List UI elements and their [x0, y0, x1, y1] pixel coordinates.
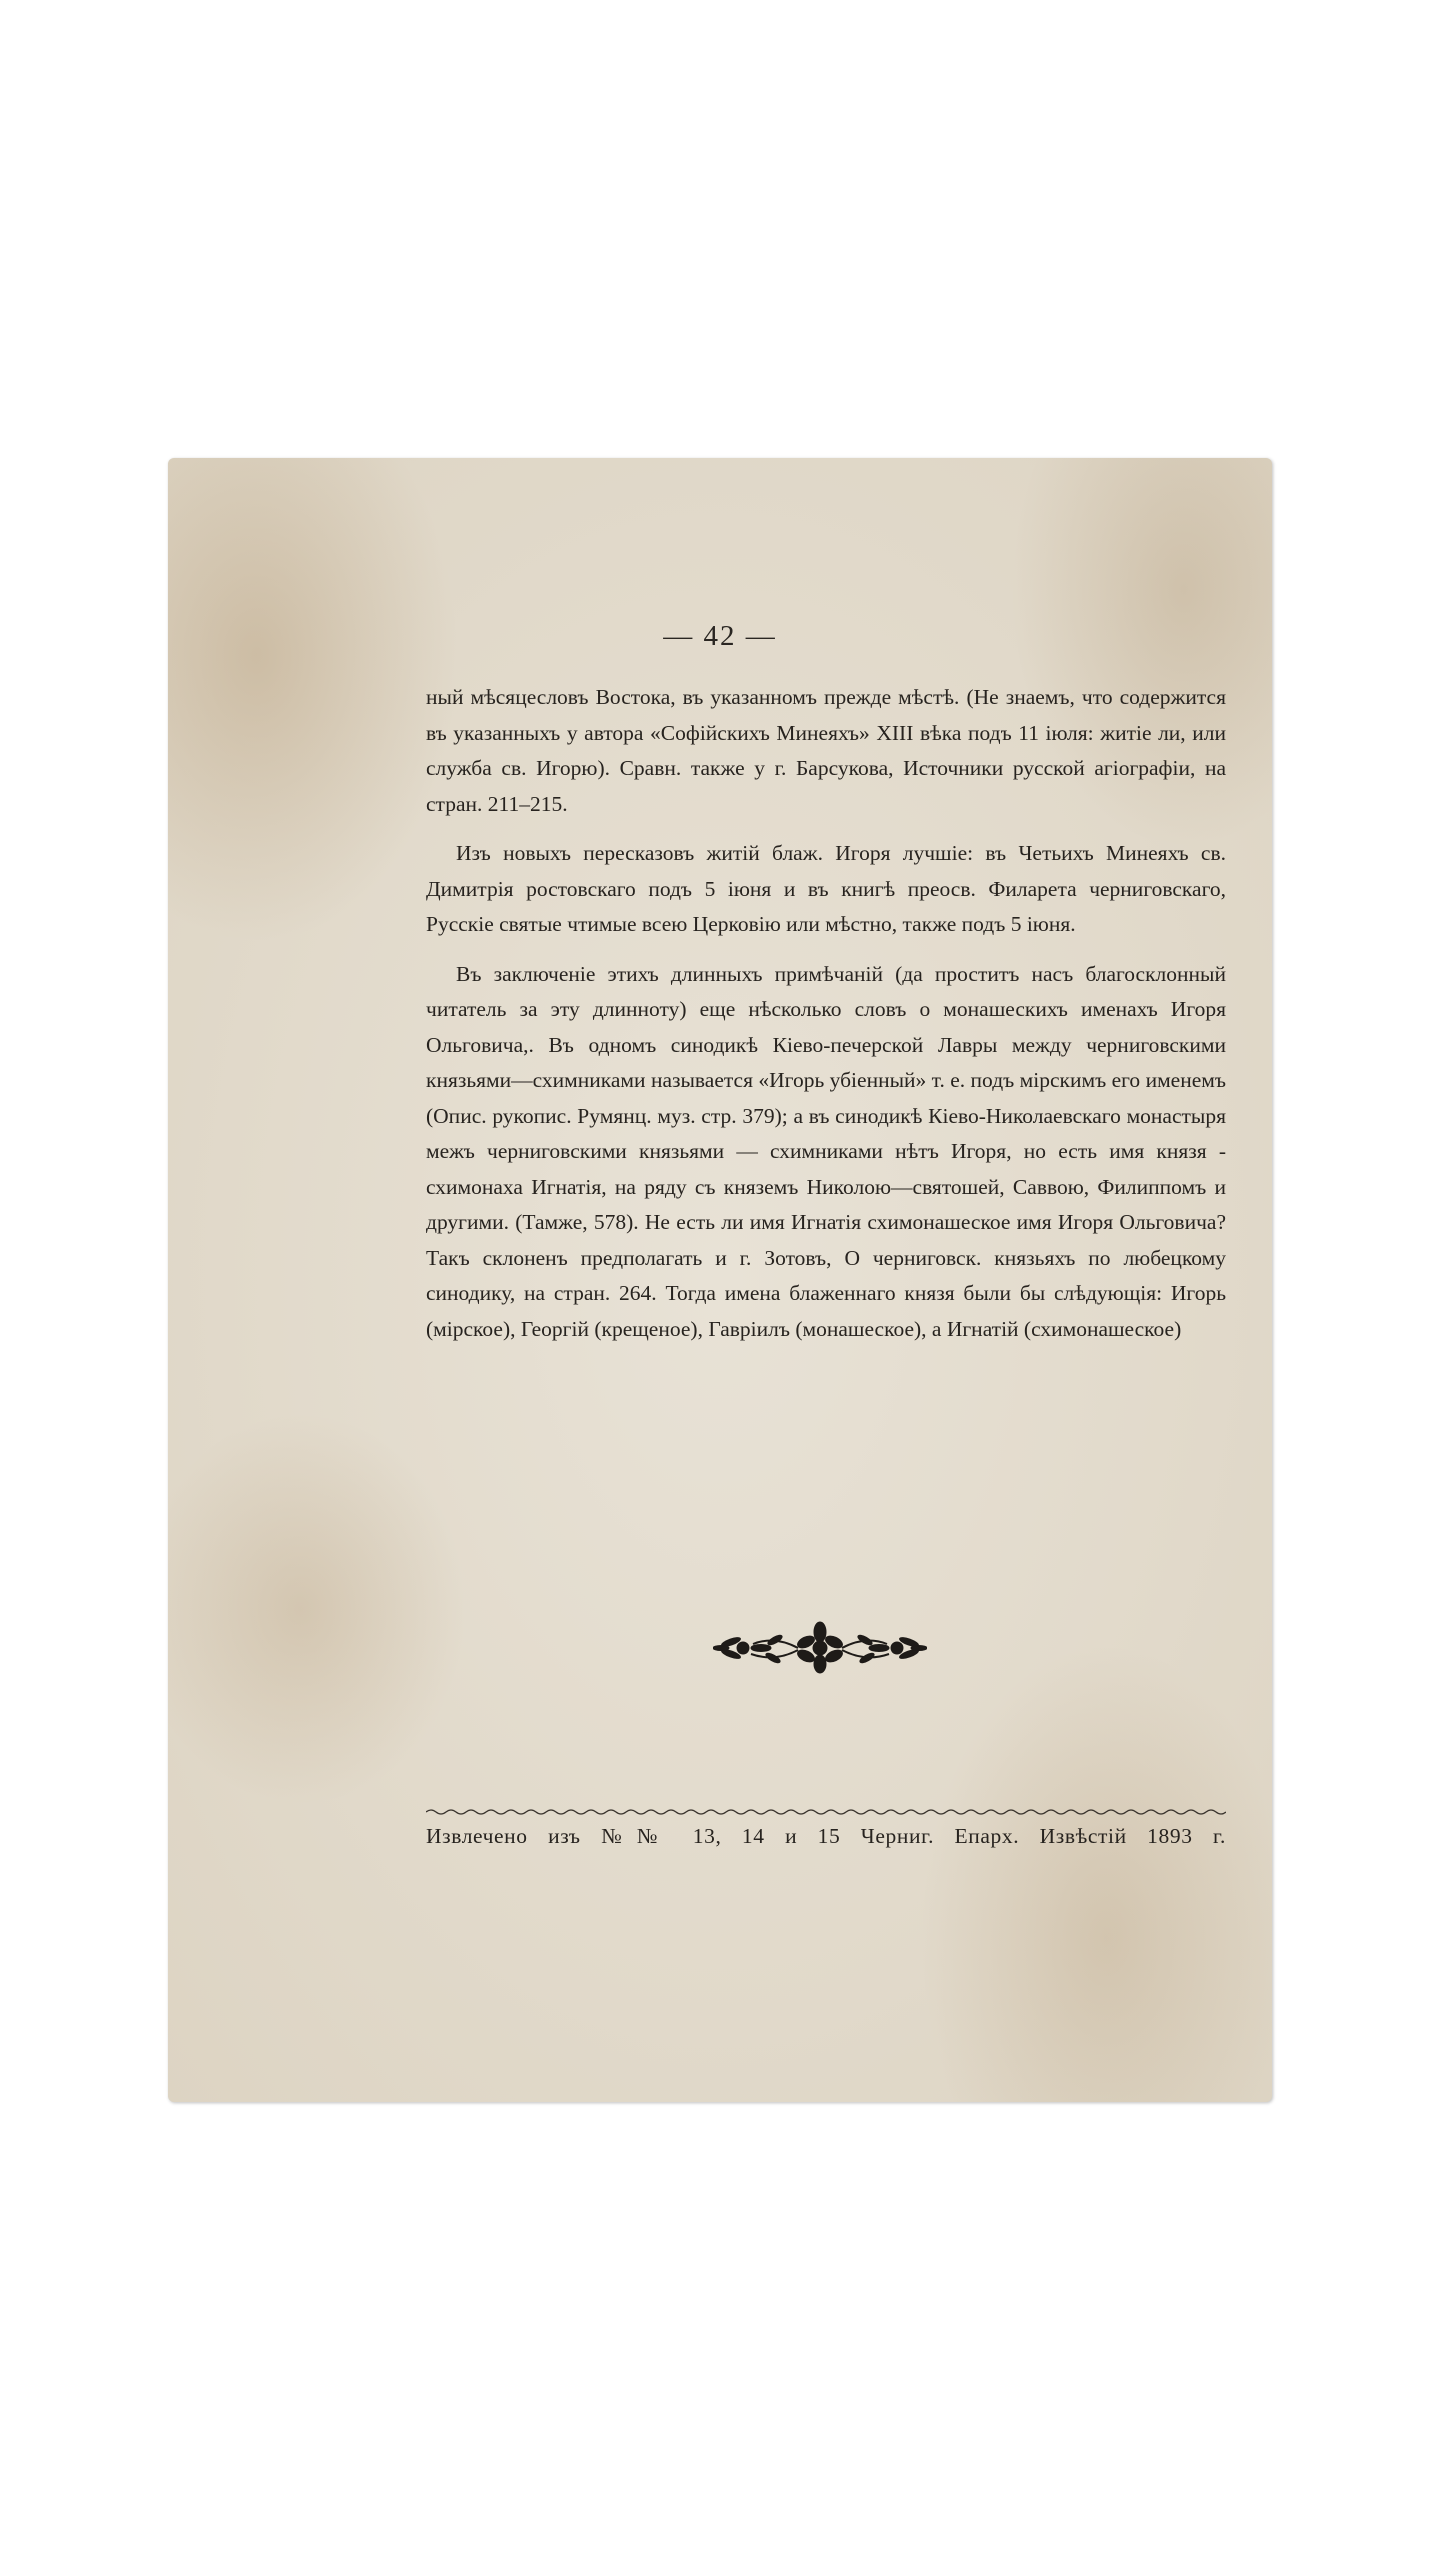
- source-footer: Извлечено изъ №№ 13, 14 и 15 Черниг. Епарх. Извѣстій 1893 г.: [426, 1824, 1226, 1848]
- paragraph-3: Въ заключеніе этихъ длинныхъ примѣчаній (да проститъ насъ благосклонный читатель за эту длинноту) еще нѣсколько словъ о монашескихъ именахъ Игоря Ольговича,. Въ одномъ синодикѣ Кіево-печерской Лавры между черниговскими князьями—схимниками называется «Игорь убіенный» т. е. подъ мірскимъ его именемъ (Опис. рукопис. Румянц. муз. стр. 379); а въ синодикѣ Кіево-Николаевскаго монастыря межъ черниговскими князьями — схимниками нѣтъ Игоря, но есть имя князя - схимонаха Игнатія, на ряду съ княземъ Николою—святошей, Саввою, Филиппомъ и другими. (Тамже, 578). Не есть ли имя Игнатія схимонашеское имя Игоря Ольговича? Такъ склоненъ предполагать и г. Зотовъ, О черниговск. князьяхъ по любецкому синодику, на стран. 264. Тогда имена блаженнаго князя были бы слѣдующія: Игорь (мірское), Георгій (крещеное), Гавріилъ (монашеское), а Игнатій (схимонашеское): [426, 961, 1226, 1341]
- floral-ornament: [713, 1618, 927, 1678]
- page-number: — 42 —: [663, 620, 777, 652]
- document-page: [168, 458, 1272, 2102]
- paragraph-1: ный мѣсяцесловъ Востока, въ указанномъ прежде мѣстѣ. (Не знаемъ, что содержится въ указанныхъ у автора «Софійскихъ Минеяхъ» XIII вѣка подъ 11 іюля: житіе ли, или служба св. Игорю). Сравн. также у г. Барсукова, Источники русской агіографіи, на стран. 211–215.: [426, 685, 1226, 816]
- paragraph-2: Изъ новыхъ пересказовъ житій блаж. Игоря лучшіе: въ Четьихъ Минеяхъ св. Димитрія ростовскаго подъ 5 іюня и въ книгѣ преосв. Филарета черниговскаго, Русскіе святые чтимые всею Церковію или мѣстно, также подъ 5 іюня.: [426, 841, 1226, 936]
- body-text: [426, 680, 1226, 1361]
- wavy-divider: [426, 1807, 1226, 1817]
